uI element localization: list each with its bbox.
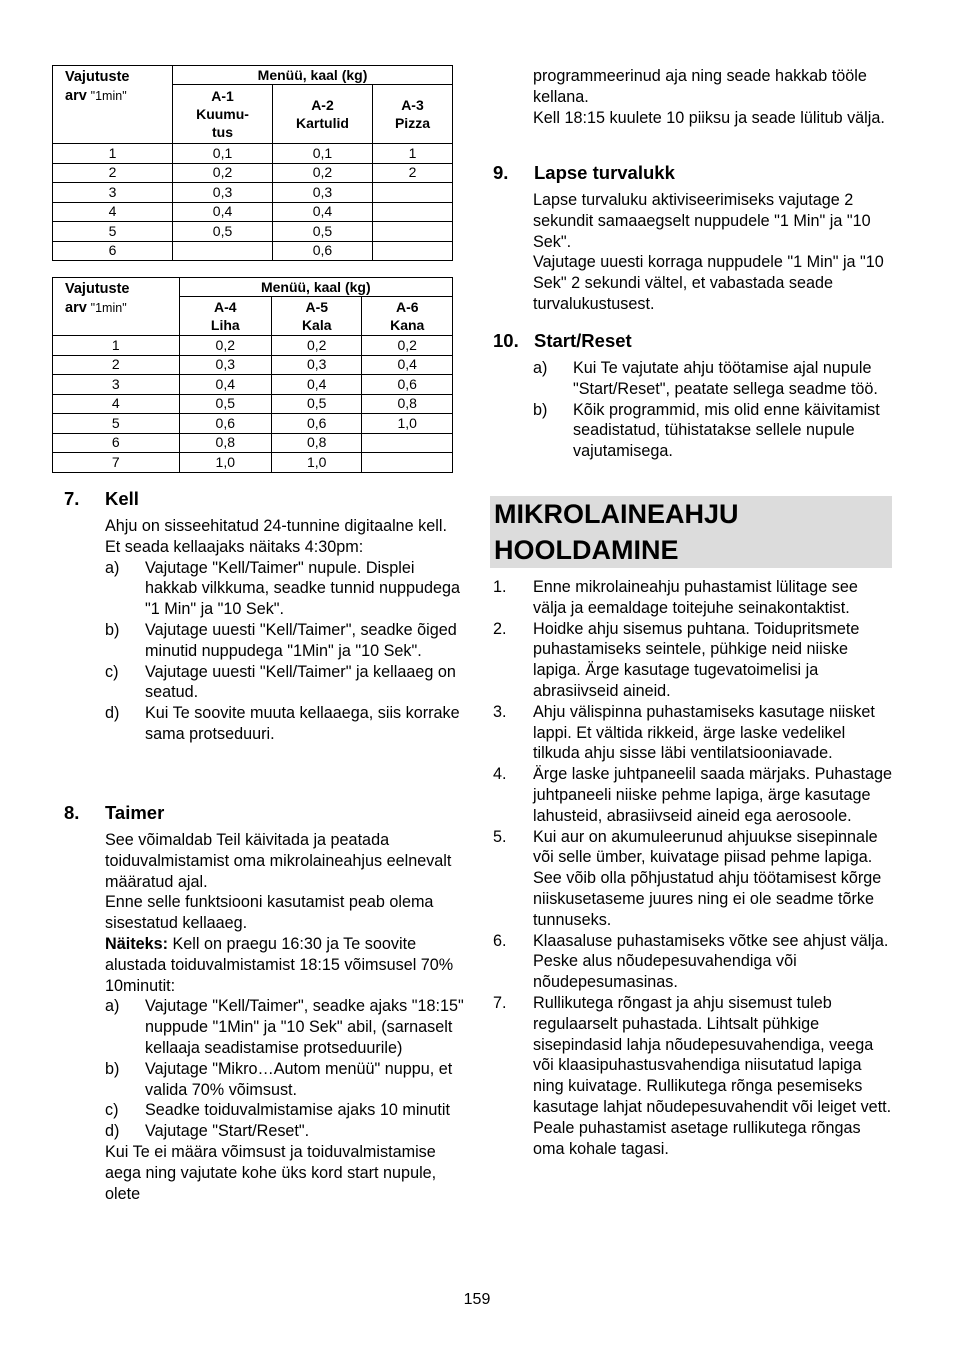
table-cell: 5: [53, 414, 180, 434]
section-8-body: See võimaldab Teil käivitada ja peatada toiduvalmistamist oma mikrolaineahjus eelnevalt määratud ajal. Enne selle funktsiooni kasutamist peab olema sisestatud kellaaeg. Näiteks: Kell on praegu 16:30 ja Te soovite alustada toiduvalmistamist 18:15 võimsusel 70% 10minutit: a) Vajutage "Kell/Taimer", seadke ajaks "18:15" nuppude "1Min" ja "10 Sek" abil, (sarnaselt kellaaja seadistamise protseduurile) b) Vajutage "Mikro…Autom menüü" nuppu, et valida 70% võimsust. c) Seadke toiduvalmistamise ajaks 10 minutit d) Vajutage "Start/Reset". Kui Te ei määra võimsust ja toiduvalmistamise aega ning vajutate kohe üks kord start nupule, olete: [105, 831, 464, 1203]
table-row: [53, 355, 453, 375]
table-cell: 0,3: [173, 183, 273, 203]
section-8-heading: 8. Taimer: [64, 802, 165, 823]
table-cell: 3: [53, 375, 180, 395]
col-a3: A-3 Pizza: [372, 85, 452, 144]
list-item-text: Vajutage "Mikro…Autom menüü" nuppu, et valida 70% võimsust.: [145, 1059, 453, 1099]
list-item-text: Hoidke ahju sisemus puhtana. Toidupritsmete puhastamiseks seintele, pühkige neid niiske lapiga. Ärge kasutage tugevatoimelisi ja abrasiivseid aineid.: [533, 619, 860, 700]
table-cell: 0,2: [362, 336, 453, 356]
menu-weight-header: Menüü, kaal (kg): [173, 66, 453, 85]
list-item-label: 6.: [493, 931, 507, 950]
care-list: [493, 577, 893, 1159]
table-row: [53, 144, 453, 164]
table-cell: 1: [372, 144, 452, 164]
table-cell: 0,3: [273, 183, 373, 203]
section-7-heading: 7. Kell: [64, 488, 139, 509]
table-cell: 1,0: [179, 453, 271, 473]
table-cell: 6: [53, 433, 180, 453]
table-cell: 0,4: [173, 202, 273, 222]
page-number: 159: [463, 1291, 491, 1308]
table-cell: 2: [53, 163, 173, 183]
table-cell: 0,4: [272, 375, 362, 395]
table-cell: 0,5: [273, 222, 373, 242]
list-item: [105, 1059, 465, 1101]
list-item: [533, 358, 893, 400]
table-cell: 0,5: [179, 394, 271, 414]
list-item: [105, 662, 465, 704]
list-item-text: Vajutage "Kell/Taimer", seadke ajaks "18:15" nuppude "1Min" ja "10 Sek" abil, (sarnaselt kellaaja seadistamise protseduurile): [145, 997, 464, 1057]
section-10-body: [533, 358, 893, 462]
table-cell: 1: [53, 336, 180, 356]
section-9-heading: 9. Lapse turvalukk: [493, 162, 675, 183]
table-row: [53, 453, 453, 473]
table-cell: 0,2: [273, 163, 373, 183]
table-row: [53, 183, 453, 203]
table-cell: 2: [372, 163, 452, 183]
list-item-text: Kui aur on akumuleerunud ahjuukse sisepinnale või selle ümber, kuivatage piisad pehme lapiga. See võib olla põhjustatud ahju töötamisest kõrge niiskusetaseme juures ning ei ole seadme tõrke tunnuseks.: [533, 827, 882, 929]
table-cell: 4: [53, 202, 173, 222]
list-item-text: Rullikutega rõngast ja ahju sisemust tuleb regulaarselt puhastada. Lihtsalt pühkige sisepindasid lahja nõudepesuvahendiga, veega või klaasipuhastusvahendiga niisutatud lapiga ning kuivatage. Rullikutega rõnga pesemiseks kasutage lahjat nõudepesuvahendit või leiget vett.: [533, 993, 892, 1116]
table-cell: 0,6: [272, 414, 362, 434]
menu-weight-header: Menüü, kaal (kg): [179, 278, 452, 297]
section-10-heading: 10. Start/Reset: [493, 330, 632, 351]
list-item-label: 3.: [493, 702, 507, 721]
table-cell: 5: [53, 222, 173, 242]
list-item-label: 4.: [493, 765, 507, 784]
col-a4: A-4 Liha: [179, 297, 271, 336]
list-item: [493, 764, 893, 826]
continued-text: programmeerinud aja ning seade hakkab tööle kellana. Kell 18:15 kuulete 10 piiksu ja seade lülitub välja.: [533, 67, 885, 127]
table-cell: [362, 453, 453, 473]
col-a2: A-2 Kartulid: [273, 85, 373, 144]
table-row: [53, 433, 453, 453]
list-item: [493, 702, 893, 764]
table-cell: 0,6: [179, 414, 271, 434]
section-7-body: Ahju on sisseehitatud 24-tunnine digitaalne kell. Et seada kellaajaks näitaks 4:30pm: a) Vajutage "Kell/Taimer" nupule. Displei hakkab vilkkuma, seadke tunnid nuppudega "1 Min" ja "10 Sek". b) Vajutage uuesti "Kell/Taimer", seadke õiged minutid nuppudega "1Min" ja "10 Sek". c) Vajutage uuesti "Kell/Taimer" ja kellaaeg on seatud. d) Kui Te soovite muuta kellaaega, siis korrake sama protseduuri.: [105, 516, 465, 745]
table-cell: 0,4: [179, 375, 271, 395]
table-row: [53, 222, 453, 242]
table-cell: 0,8: [362, 394, 453, 414]
list-item-label: c): [105, 662, 119, 681]
list-item-label: d): [105, 704, 120, 723]
list-item-text: Peale puhastamist asetage rullikutega rõngas oma kohale tagasi.: [533, 1118, 861, 1158]
table-cell: 0,6: [362, 375, 453, 395]
table-cell: 0,5: [272, 394, 362, 414]
presses-header: Vajutuste arv "1min": [53, 278, 180, 336]
table-cell: 0,3: [272, 355, 362, 375]
table-cell: 0,2: [179, 336, 271, 356]
col-a5: A-5 Kala: [272, 297, 362, 336]
table-cell: [173, 241, 273, 261]
list-item-text: Vajutage uuesti "Kell/Taimer" ja kellaaeg on seatud.: [145, 662, 456, 702]
list-item: [493, 931, 893, 993]
list-item-label: a): [533, 359, 548, 377]
list-item: [493, 993, 893, 1159]
col-a1: A-1 Kuumu- tus: [173, 85, 273, 144]
table-row: [53, 202, 453, 222]
list-item: [105, 620, 465, 662]
list-item-text: Seadke toiduvalmistamise ajaks 10 minutit: [145, 1101, 451, 1120]
list-item-label: b): [533, 400, 548, 419]
list-item-label: b): [105, 620, 120, 639]
list-item-label: a): [105, 997, 120, 1016]
table-cell: 4: [53, 394, 180, 414]
table-cell: [362, 433, 453, 453]
table-cell: [372, 241, 452, 261]
list-item-text: Kui Te vajutate ahju töötamise ajal nupule "Start/Reset", peatate sellega seadme töö.: [573, 359, 878, 398]
section-9-body: Lapse turvaluku aktiviseerimiseks vajutage 2 sekundit samaaegselt nuppudele "1 Min" ja "10 Sek". Vajutage uuesti korraga nuppudele "1 Min" ja "10 Sek" 2 sekundi vältel, et vabastada seade turvalukustusest.: [533, 191, 884, 313]
list-item-label: a): [105, 558, 120, 577]
table-cell: 0,6: [273, 241, 373, 261]
list-item-label: c): [105, 1101, 119, 1120]
list-item-label: 7.: [493, 993, 507, 1012]
table-cell: 0,3: [179, 355, 271, 375]
weight-table-1: [52, 65, 453, 261]
list-item-text: Kui Te soovite muuta kellaaega, siis korrake sama protseduuri.: [145, 704, 460, 743]
list-item-text: Vajutage "Start/Reset".: [145, 1122, 310, 1141]
table-cell: 0,8: [272, 433, 362, 453]
list-item: [493, 577, 893, 619]
table-cell: 6: [53, 241, 173, 261]
list-item-text: Vajutage "Kell/Taimer" nupule. Displei hakkab vilkkuma, seadke tunnid nuppudega "1 Min" ja "10 Sek".: [145, 558, 460, 619]
list-item-text: Klaasaluse puhastamiseks võtke see ahjust välja. Peske alus nõudepesuvahendiga või nõudepesumasinas.: [533, 931, 889, 992]
list-item-text: Ärge laske juhtpaneelil saada märjaks. Puhastage juhtpaneeli niiske pehme lapiga, ärge kasutage lahusteid, abrasiivseid aineid ega aerosoole.: [533, 765, 893, 825]
list-item: [533, 400, 893, 462]
table-cell: 0,2: [173, 163, 273, 183]
table-cell: 0,8: [179, 433, 271, 453]
list-item: [105, 1100, 465, 1121]
weight-table-2: [52, 277, 453, 473]
list-item-text: Kõik programmid, mis olid enne käivitamist seadistatud, tühistatakse sellele nupule vajutamisega.: [573, 400, 880, 461]
table-row: [53, 163, 453, 183]
table-cell: 2: [53, 355, 180, 375]
table-cell: 7: [53, 453, 180, 473]
list-item-text: Vajutage uuesti "Kell/Taimer", seadke õiged minutid nuppudega "1Min" ja "10 Sek".: [145, 620, 457, 660]
table-cell: 3: [53, 183, 173, 203]
table-cell: 0,2: [272, 336, 362, 356]
table-row: [53, 394, 453, 414]
list-item: [493, 619, 893, 702]
list-item-label: d): [105, 1122, 120, 1141]
table-cell: 0,4: [362, 355, 453, 375]
table-cell: [372, 222, 452, 242]
list-item-label: 2.: [493, 619, 507, 638]
table-row: [53, 414, 453, 434]
list-item-label: 5.: [493, 827, 507, 846]
table-cell: 1,0: [272, 453, 362, 473]
list-item-text: Ahju välispinna puhastamiseks kasutage niisket lappi. Et vältida rikkeid, ärge laske vedelikel tilkuda ahju sisse läbi ventilatsiooniavade.: [533, 702, 875, 763]
table-cell: [372, 202, 452, 222]
care-banner: MIKROLAINEAHJU HOOLDAMINE: [490, 496, 892, 568]
col-a6: A-6 Kana: [362, 297, 453, 336]
list-item: [493, 827, 893, 931]
list-item-label: b): [105, 1059, 120, 1078]
table-cell: 0,4: [273, 202, 373, 222]
table-cell: [372, 183, 452, 203]
list-item: [105, 703, 465, 745]
table-cell: 1: [53, 144, 173, 164]
table-row: [53, 241, 453, 261]
table-cell: 1,0: [362, 414, 453, 434]
presses-header: Vajutuste arv "1min": [53, 66, 173, 144]
table-row: [53, 375, 453, 395]
table-cell: 0,5: [173, 222, 273, 242]
list-item: [105, 558, 465, 620]
list-item: [105, 996, 465, 1058]
table-cell: 0,1: [173, 144, 273, 164]
table-row: [53, 336, 453, 356]
list-item-text: Enne mikrolaineahju puhastamist lülitage see välja ja eemaldage toitejuhe seinakontaktist.: [533, 578, 858, 617]
table-cell: 0,1: [273, 144, 373, 164]
list-item-label: 1.: [493, 578, 507, 596]
list-item: [105, 1121, 465, 1142]
